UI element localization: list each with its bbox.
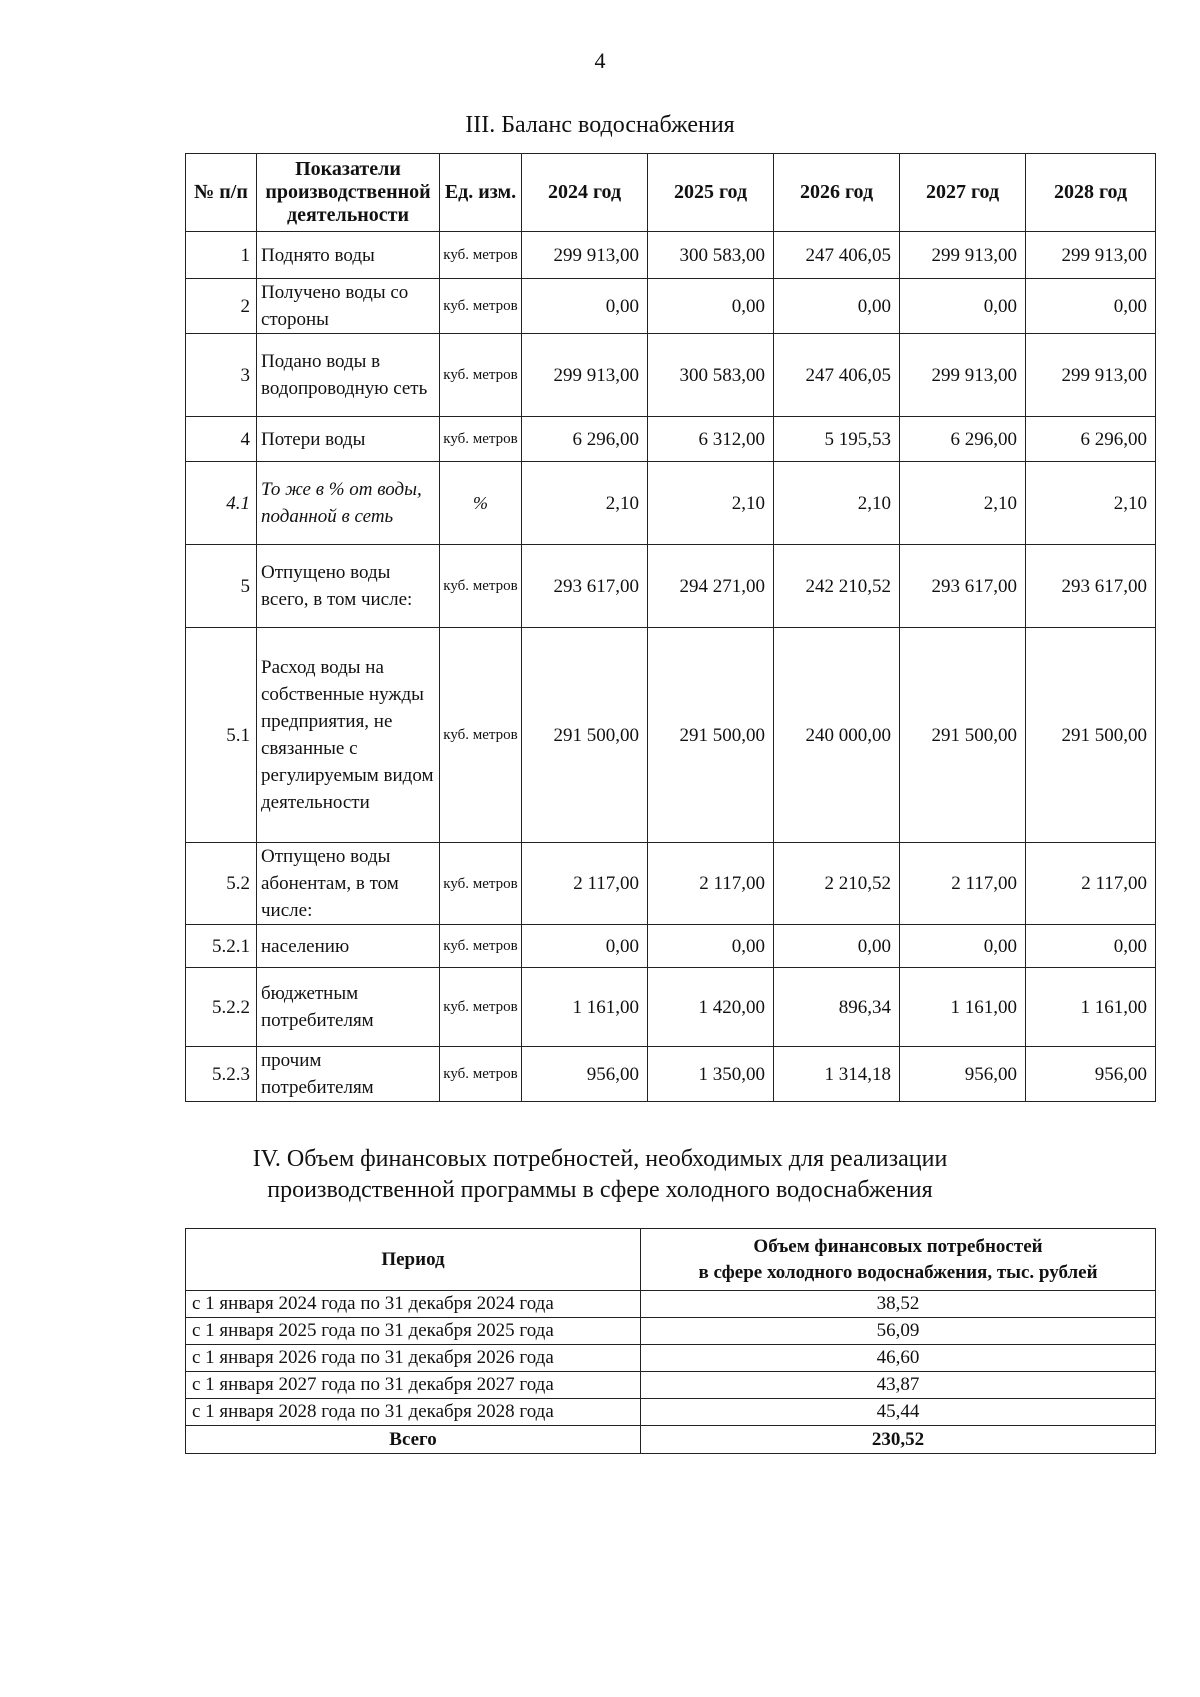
amount-cell: 38,52 [641, 1291, 1156, 1318]
header-amount-line1: Объем финансовых потребностей [753, 1235, 1043, 1257]
value-2024: 293 617,00 [522, 545, 648, 628]
value-2024: 2,10 [522, 462, 648, 545]
table-row [186, 417, 1156, 462]
row-indicator: бюджетным потребителям [257, 968, 440, 1047]
value-2026: 242 210,52 [774, 545, 900, 628]
row-unit: куб. метров [440, 925, 522, 968]
table-header-row [186, 154, 1156, 232]
table-row [186, 462, 1156, 545]
period-cell: с 1 января 2028 года по 31 декабря 2028 года [186, 1399, 641, 1426]
row-indicator: Расход воды на собственные нужды предприятия, не связанные с регулируемым видом деятельности [257, 628, 440, 843]
table-row [186, 1047, 1156, 1102]
table-row [186, 232, 1156, 279]
header-num: № п/п [186, 154, 257, 232]
section-3-title: III. Баланс водоснабжения [465, 112, 735, 138]
value-2026: 247 406,05 [774, 232, 900, 279]
value-2024: 956,00 [522, 1047, 648, 1102]
row-unit: куб. метров [440, 628, 522, 843]
value-2027: 0,00 [900, 279, 1026, 334]
amount-cell: 45,44 [641, 1399, 1156, 1426]
header-period: Период [186, 1229, 641, 1291]
value-2025: 300 583,00 [648, 334, 774, 417]
table-row [186, 1345, 1156, 1372]
row-number: 5.2.1 [186, 925, 257, 968]
value-2025: 291 500,00 [648, 628, 774, 843]
value-2024: 0,00 [522, 925, 648, 968]
value-2026: 896,34 [774, 968, 900, 1047]
value-2025: 6 312,00 [648, 417, 774, 462]
value-2028: 1 161,00 [1026, 968, 1156, 1047]
row-indicator: Получено воды со стороны [257, 279, 440, 334]
row-number: 5.2.3 [186, 1047, 257, 1102]
row-indicator: населению [257, 925, 440, 968]
row-unit: куб. метров [440, 334, 522, 417]
header-2028: 2028 год [1026, 154, 1156, 232]
value-2025: 2 117,00 [648, 843, 774, 925]
row-number: 4.1 [186, 462, 257, 545]
finance-total-row [186, 1426, 1156, 1454]
total-label: Всего [186, 1426, 641, 1454]
row-number: 5.1 [186, 628, 257, 843]
row-indicator: Потери воды [257, 417, 440, 462]
value-2024: 2 117,00 [522, 843, 648, 925]
header-amount [641, 1229, 1156, 1291]
value-2026: 0,00 [774, 925, 900, 968]
row-unit: куб. метров [440, 968, 522, 1047]
value-2025: 0,00 [648, 279, 774, 334]
row-indicator: Подано воды в водопроводную сеть [257, 334, 440, 417]
value-2026: 2,10 [774, 462, 900, 545]
value-2028: 0,00 [1026, 279, 1156, 334]
row-number: 4 [186, 417, 257, 462]
row-unit: куб. метров [440, 232, 522, 279]
value-2026: 2 210,52 [774, 843, 900, 925]
row-unit: куб. метров [440, 1047, 522, 1102]
value-2027: 0,00 [900, 925, 1026, 968]
value-2026: 1 314,18 [774, 1047, 900, 1102]
finance-header-row [186, 1229, 1156, 1291]
value-2028: 6 296,00 [1026, 417, 1156, 462]
total-amount: 230,52 [641, 1426, 1156, 1454]
row-unit: куб. метров [440, 417, 522, 462]
section-4-title [0, 1144, 1200, 1206]
value-2028: 293 617,00 [1026, 545, 1156, 628]
table-row [186, 279, 1156, 334]
value-2024: 299 913,00 [522, 334, 648, 417]
row-number: 2 [186, 279, 257, 334]
value-2027: 293 617,00 [900, 545, 1026, 628]
row-indicator: Отпущено воды абонентам, в том числе: [257, 843, 440, 925]
value-2025: 300 583,00 [648, 232, 774, 279]
value-2028: 2,10 [1026, 462, 1156, 545]
section-4-title-line1: IV. Объем финансовых потребностей, необходимых для реализации [252, 1146, 948, 1172]
value-2026: 247 406,05 [774, 334, 900, 417]
table-row [186, 968, 1156, 1047]
value-2026: 5 195,53 [774, 417, 900, 462]
value-2028: 291 500,00 [1026, 628, 1156, 843]
table-row [186, 628, 1156, 843]
row-indicator: Поднято воды [257, 232, 440, 279]
period-cell: с 1 января 2025 года по 31 декабря 2025 года [186, 1318, 641, 1345]
row-number: 3 [186, 334, 257, 417]
amount-cell: 56,09 [641, 1318, 1156, 1345]
row-unit: куб. метров [440, 279, 522, 334]
row-number: 5.2.2 [186, 968, 257, 1047]
value-2024: 291 500,00 [522, 628, 648, 843]
period-cell: с 1 января 2027 года по 31 декабря 2027 года [186, 1372, 641, 1399]
value-2027: 6 296,00 [900, 417, 1026, 462]
header-unit: Ед. изм. [440, 154, 522, 232]
row-indicator: прочим потребителям [257, 1047, 440, 1102]
financial-needs-table [185, 1228, 1156, 1454]
header-indicator: Показатели производственной деятельности [257, 154, 440, 232]
value-2025: 1 420,00 [648, 968, 774, 1047]
row-number: 5.2 [186, 843, 257, 925]
header-2027: 2027 год [900, 154, 1026, 232]
row-number: 1 [186, 232, 257, 279]
table-row [186, 334, 1156, 417]
row-number: 5 [186, 545, 257, 628]
value-2028: 299 913,00 [1026, 232, 1156, 279]
row-unit: % [440, 462, 522, 545]
amount-cell: 46,60 [641, 1345, 1156, 1372]
amount-cell: 43,87 [641, 1372, 1156, 1399]
period-cell: с 1 января 2024 года по 31 декабря 2024 года [186, 1291, 641, 1318]
period-cell: с 1 января 2026 года по 31 декабря 2026 года [186, 1345, 641, 1372]
value-2025: 2,10 [648, 462, 774, 545]
value-2027: 299 913,00 [900, 232, 1026, 279]
value-2028: 2 117,00 [1026, 843, 1156, 925]
table-row [186, 1291, 1156, 1318]
section-4-title-line2: производственной программы в сфере холодного водоснабжения [267, 1177, 933, 1203]
value-2028: 0,00 [1026, 925, 1156, 968]
value-2027: 299 913,00 [900, 334, 1026, 417]
table-row [186, 925, 1156, 968]
row-indicator: То же в % от воды, поданной в сеть [257, 462, 440, 545]
row-indicator: Отпущено воды всего, в том числе: [257, 545, 440, 628]
water-balance-table [185, 153, 1156, 1102]
table-row [186, 1399, 1156, 1426]
value-2025: 294 271,00 [648, 545, 774, 628]
value-2025: 0,00 [648, 925, 774, 968]
header-2026: 2026 год [774, 154, 900, 232]
value-2024: 6 296,00 [522, 417, 648, 462]
value-2026: 240 000,00 [774, 628, 900, 843]
value-2027: 291 500,00 [900, 628, 1026, 843]
value-2028: 299 913,00 [1026, 334, 1156, 417]
value-2026: 0,00 [774, 279, 900, 334]
value-2024: 1 161,00 [522, 968, 648, 1047]
table-row [186, 545, 1156, 628]
value-2027: 1 161,00 [900, 968, 1026, 1047]
row-unit: куб. метров [440, 545, 522, 628]
header-2024: 2024 год [522, 154, 648, 232]
page-number: 4 [594, 48, 606, 73]
value-2027: 956,00 [900, 1047, 1026, 1102]
row-unit: куб. метров [440, 843, 522, 925]
value-2024: 299 913,00 [522, 232, 648, 279]
header-amount-line2: в сфере холодного водоснабжения, тыс. рублей [698, 1261, 1098, 1283]
value-2027: 2,10 [900, 462, 1026, 545]
value-2025: 1 350,00 [648, 1047, 774, 1102]
header-2025: 2025 год [648, 154, 774, 232]
value-2028: 956,00 [1026, 1047, 1156, 1102]
table-row [186, 843, 1156, 925]
table-row [186, 1318, 1156, 1345]
value-2024: 0,00 [522, 279, 648, 334]
table-row [186, 1372, 1156, 1399]
value-2027: 2 117,00 [900, 843, 1026, 925]
